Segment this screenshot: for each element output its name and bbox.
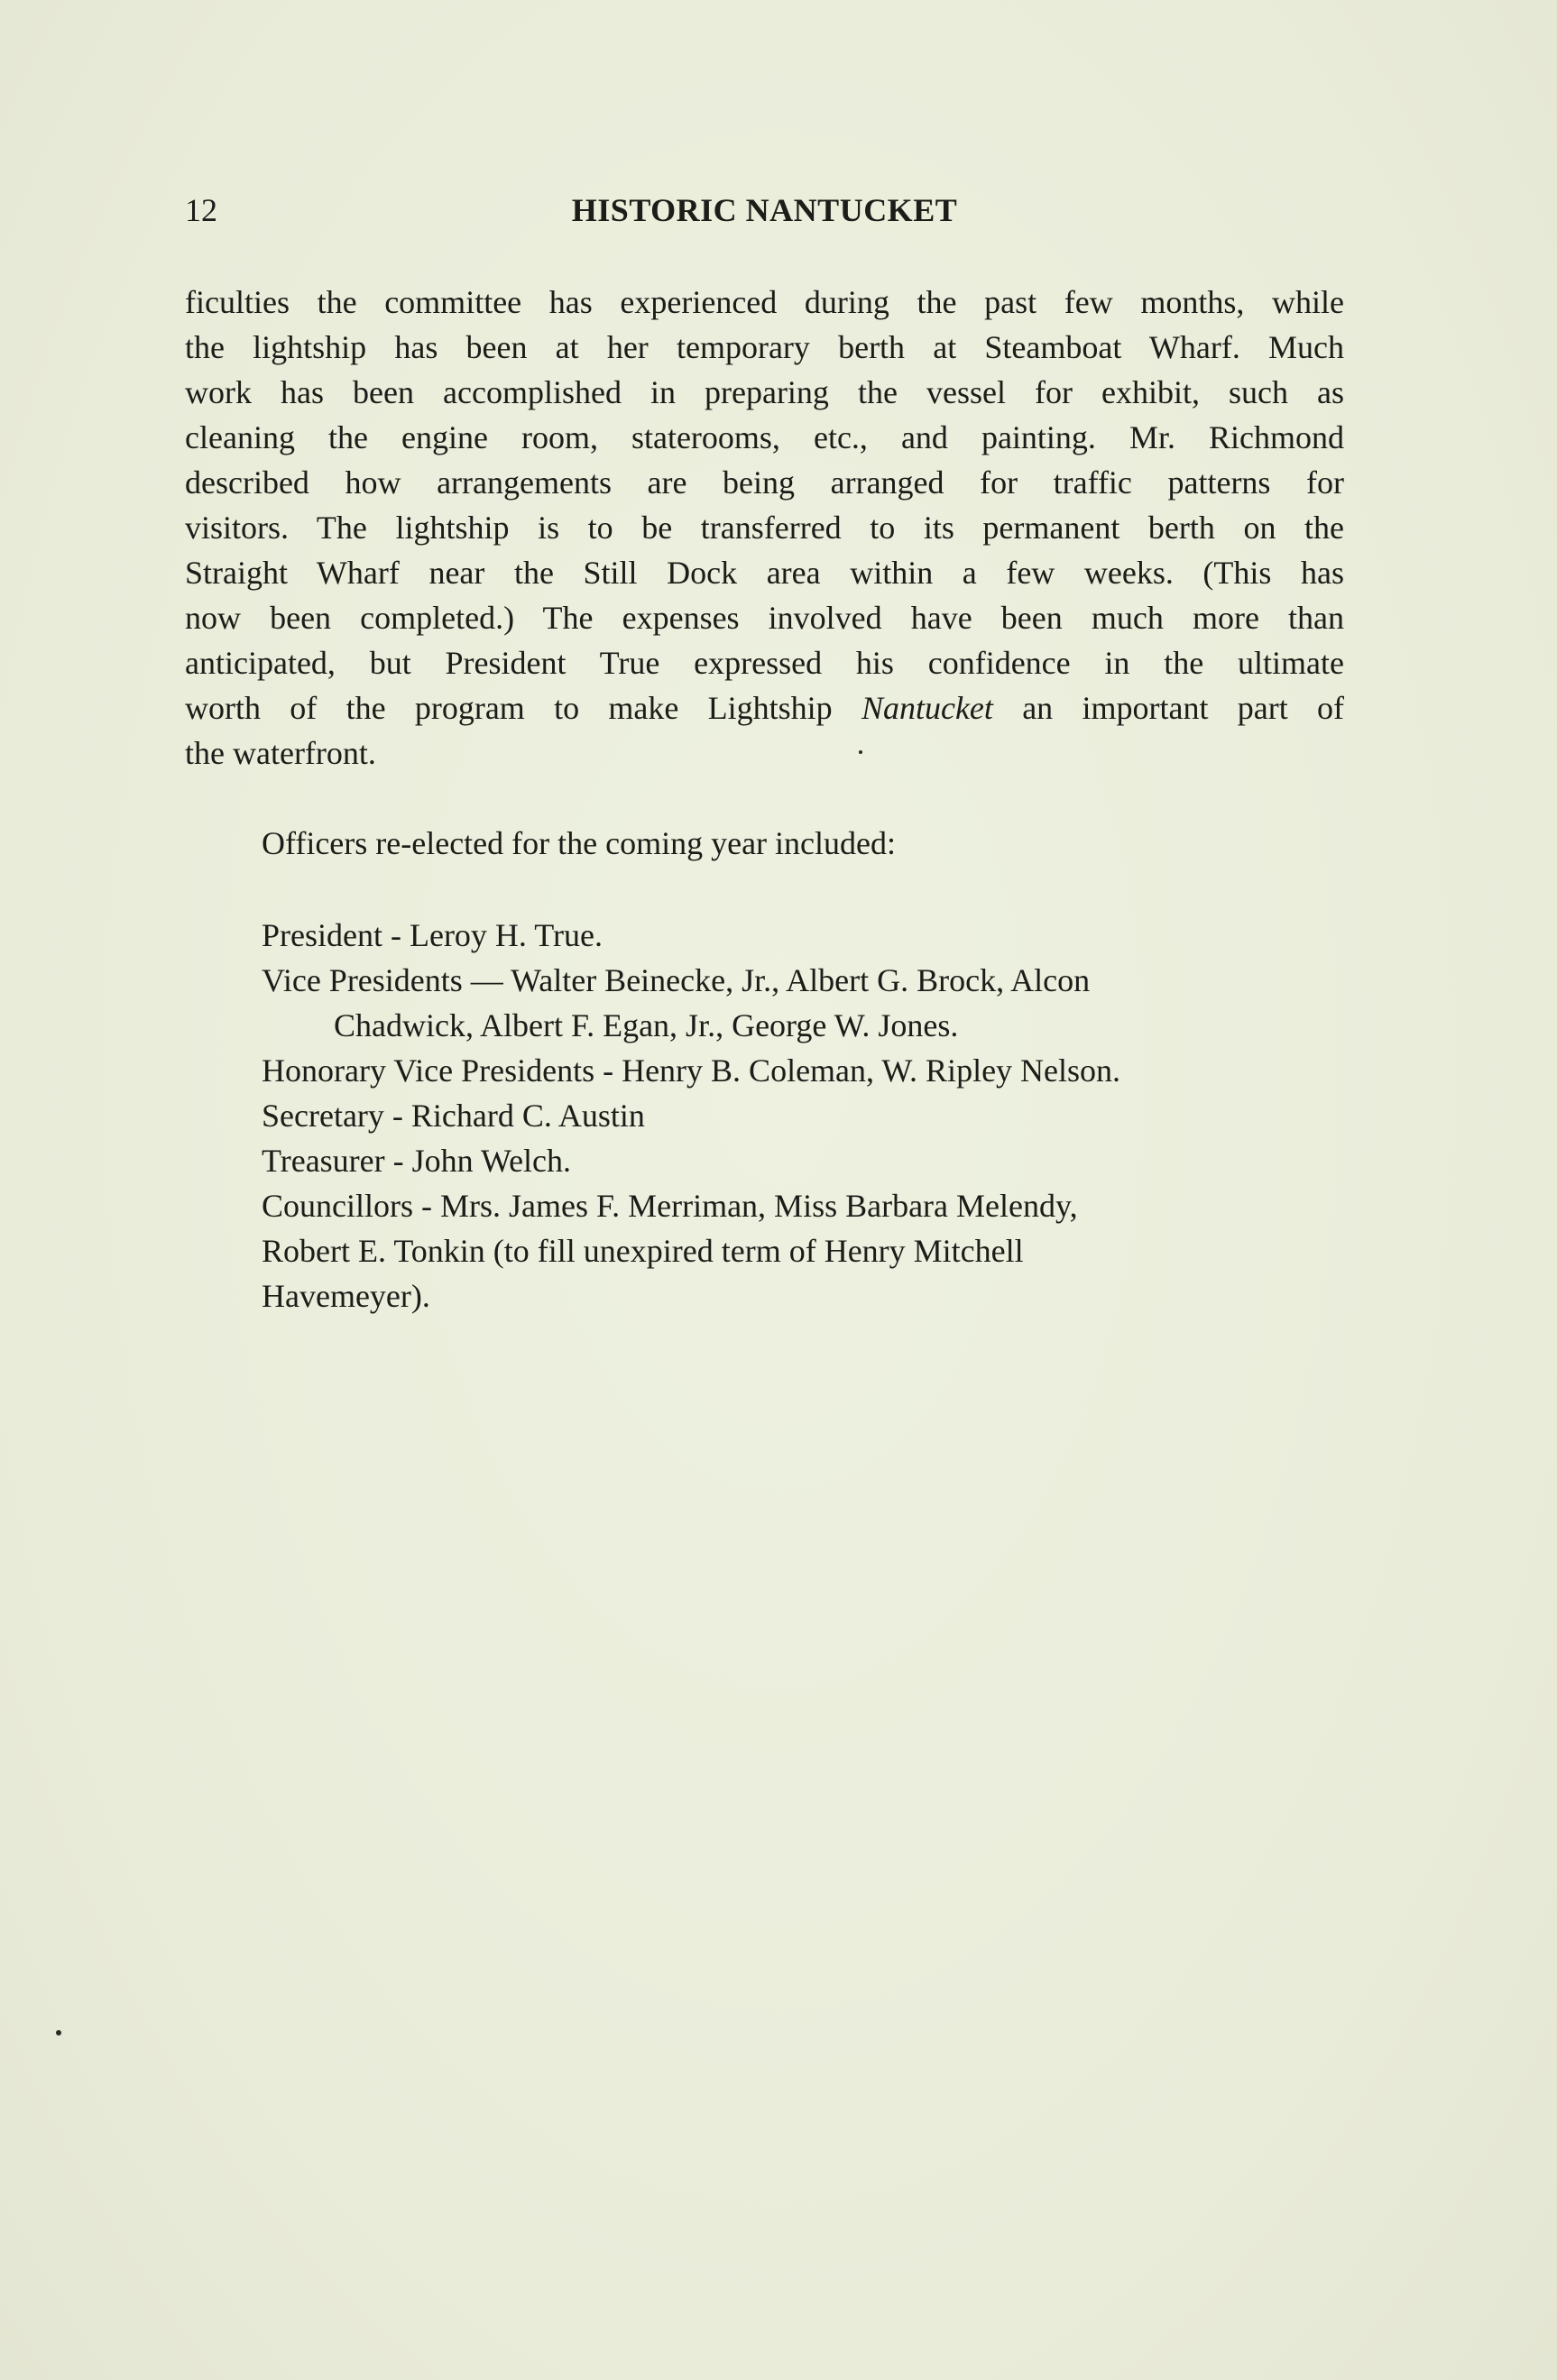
- officer-vice-presidents-continued: Chadwick, Albert F. Egan, Jr., George W. Jones.: [334, 1007, 959, 1043]
- officers-list: [262, 913, 1344, 1319]
- officer-councillors: Councillors - Mrs. James F. Merriman, Miss Barbara Melendy,: [262, 1188, 1078, 1224]
- paragraph-line: anticipated, but President True expressed his confidence in the ultimate: [185, 645, 1344, 681]
- paragraph-line: the waterfront.: [185, 735, 376, 771]
- paragraph-line: described how arrangements are being arranged for traffic patterns for: [185, 464, 1344, 501]
- paragraph-line: [185, 685, 1344, 731]
- paragraph-line: Straight Wharf near the Still Dock area within a few weeks. (This has: [185, 555, 1344, 591]
- officer-secretary: Secretary - Richard C. Austin: [262, 1098, 645, 1134]
- officer-president: President - Leroy H. True.: [262, 917, 603, 953]
- officer-treasurer: Treasurer - John Welch.: [262, 1143, 572, 1179]
- vessel-name: Nantucket: [861, 690, 993, 726]
- paragraph-text: worth of the program to make Lightship: [185, 690, 861, 726]
- paper-speck: [56, 2030, 61, 2035]
- officer-vice-presidents: Vice Presidents — Walter Beinecke, Jr., Albert G. Brock, Alcon: [262, 962, 1091, 998]
- paragraph-line: now been completed.) The expenses involved have been much more than: [185, 600, 1344, 636]
- paragraph-line: work has been accomplished in preparing the vessel for exhibit, such as: [185, 374, 1344, 410]
- officer-councillors-continued: Havemeyer).: [262, 1278, 430, 1314]
- page-number: 12: [185, 192, 217, 228]
- paragraph-line: cleaning the engine room, staterooms, etc., and painting. Mr. Richmond: [185, 419, 1344, 455]
- officers-intro: Officers re-elected for the coming year included:: [262, 825, 897, 861]
- paragraph-line: the lightship has been at her temporary berth at Steamboat Wharf. Much: [185, 329, 1344, 365]
- officer-councillors-continued: Robert E. Tonkin (to fill unexpired term of Henry Mitchell: [262, 1233, 1024, 1269]
- paragraph-line: ficulties the committee has experienced during the past few months, while: [185, 284, 1344, 320]
- body-paragraph: [185, 280, 1344, 776]
- page-header: [185, 191, 1344, 236]
- paragraph-line: visitors. The lightship is to be transferred to its permanent berth on the: [185, 510, 1344, 546]
- running-title: HISTORIC NANTUCKET: [571, 192, 958, 228]
- paper-speck: [859, 750, 862, 754]
- paragraph-text: an important part of: [992, 690, 1344, 726]
- officer-honorary-vice-presidents: Honorary Vice Presidents - Henry B. Coleman, W. Ripley Nelson.: [262, 1052, 1121, 1089]
